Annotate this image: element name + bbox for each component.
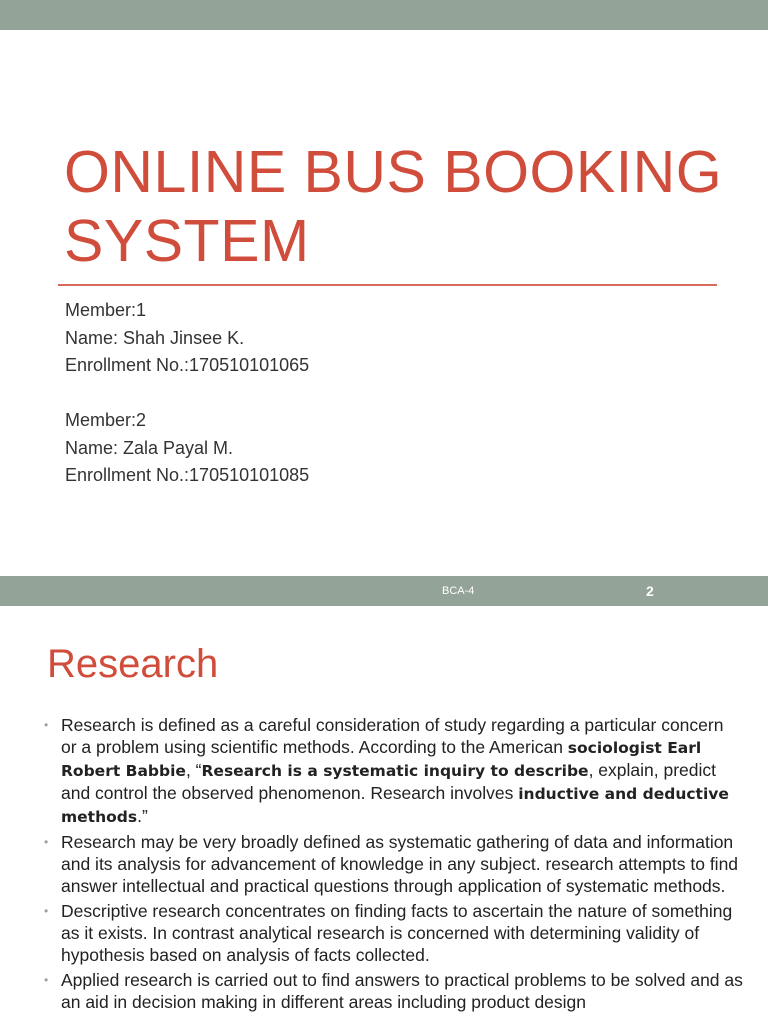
bullet-icon: • [44,904,49,918]
member-2-enrollment: Enrollment No.:170510101085 [65,465,310,485]
top-band [0,0,768,30]
title-line-2: SYSTEM [64,208,310,274]
slide-footer [0,576,768,606]
title-line-1: ONLINE BUS BOOKING [64,139,723,205]
member-1-name: Name: Shah Jinsee K. [65,327,245,348]
bullet-item [43,714,743,828]
bullet-1-bold-c: inductive and deductive methods [61,785,729,826]
bullet-1-bold-a: sociologist Earl Robert Babbie [61,739,702,780]
research-heading: Research [47,642,219,686]
footer-course: BCA-4 [442,585,475,597]
bullet-icon: • [44,835,49,849]
member-2-number: Member:2 [65,410,147,430]
bullet-2-text: Research may be very broadly defined as systematic gathering of data and information and its analysis for advancement of knowledge in any subject. research attempts to find answer intellectual and practical questions through application of systematic methods. [61,832,739,896]
member-spacer [65,380,665,408]
bullet-3-text: Descriptive research concentrates on finding facts to ascertain the nature of something as it exists. In contrast analytical research is concerned with determining validity of hypothesis based on analysis of facts collected. [61,901,733,965]
bullet-icon: • [44,718,49,732]
slide-title [64,138,754,276]
member-1-enrollment: Enrollment No.:170510101065 [65,355,310,375]
bullet-item [43,969,743,1013]
member-list [65,297,665,490]
bullet-item [43,900,743,966]
bullet-4-text: Applied research is carried out to find answers to practical problems to be solved and as an aid in decision making in different areas including product design [61,970,743,1012]
bullet-1-text-c: , explain, predict and control the observed phenomenon. Research involves [61,760,717,803]
bullet-1-text-d: .” [137,806,148,826]
member-1-number: Member:1 [65,300,147,320]
slide-number: 2 [646,583,654,599]
title-divider [58,284,717,286]
research-bullet-list [43,714,743,1016]
bullet-1-text-a: Research is defined as a careful consideration of study regarding a particular concern or a problem using scientific methods. According to the American [61,715,724,757]
bullet-icon: • [44,973,49,987]
bullet-1-bold-b: Research is a systematic inquiry to describe [201,762,589,780]
bullet-item [43,831,743,897]
bullet-1-text-b: , “ [185,760,202,780]
member-2-name: Name: Zala Payal M. [65,437,234,458]
